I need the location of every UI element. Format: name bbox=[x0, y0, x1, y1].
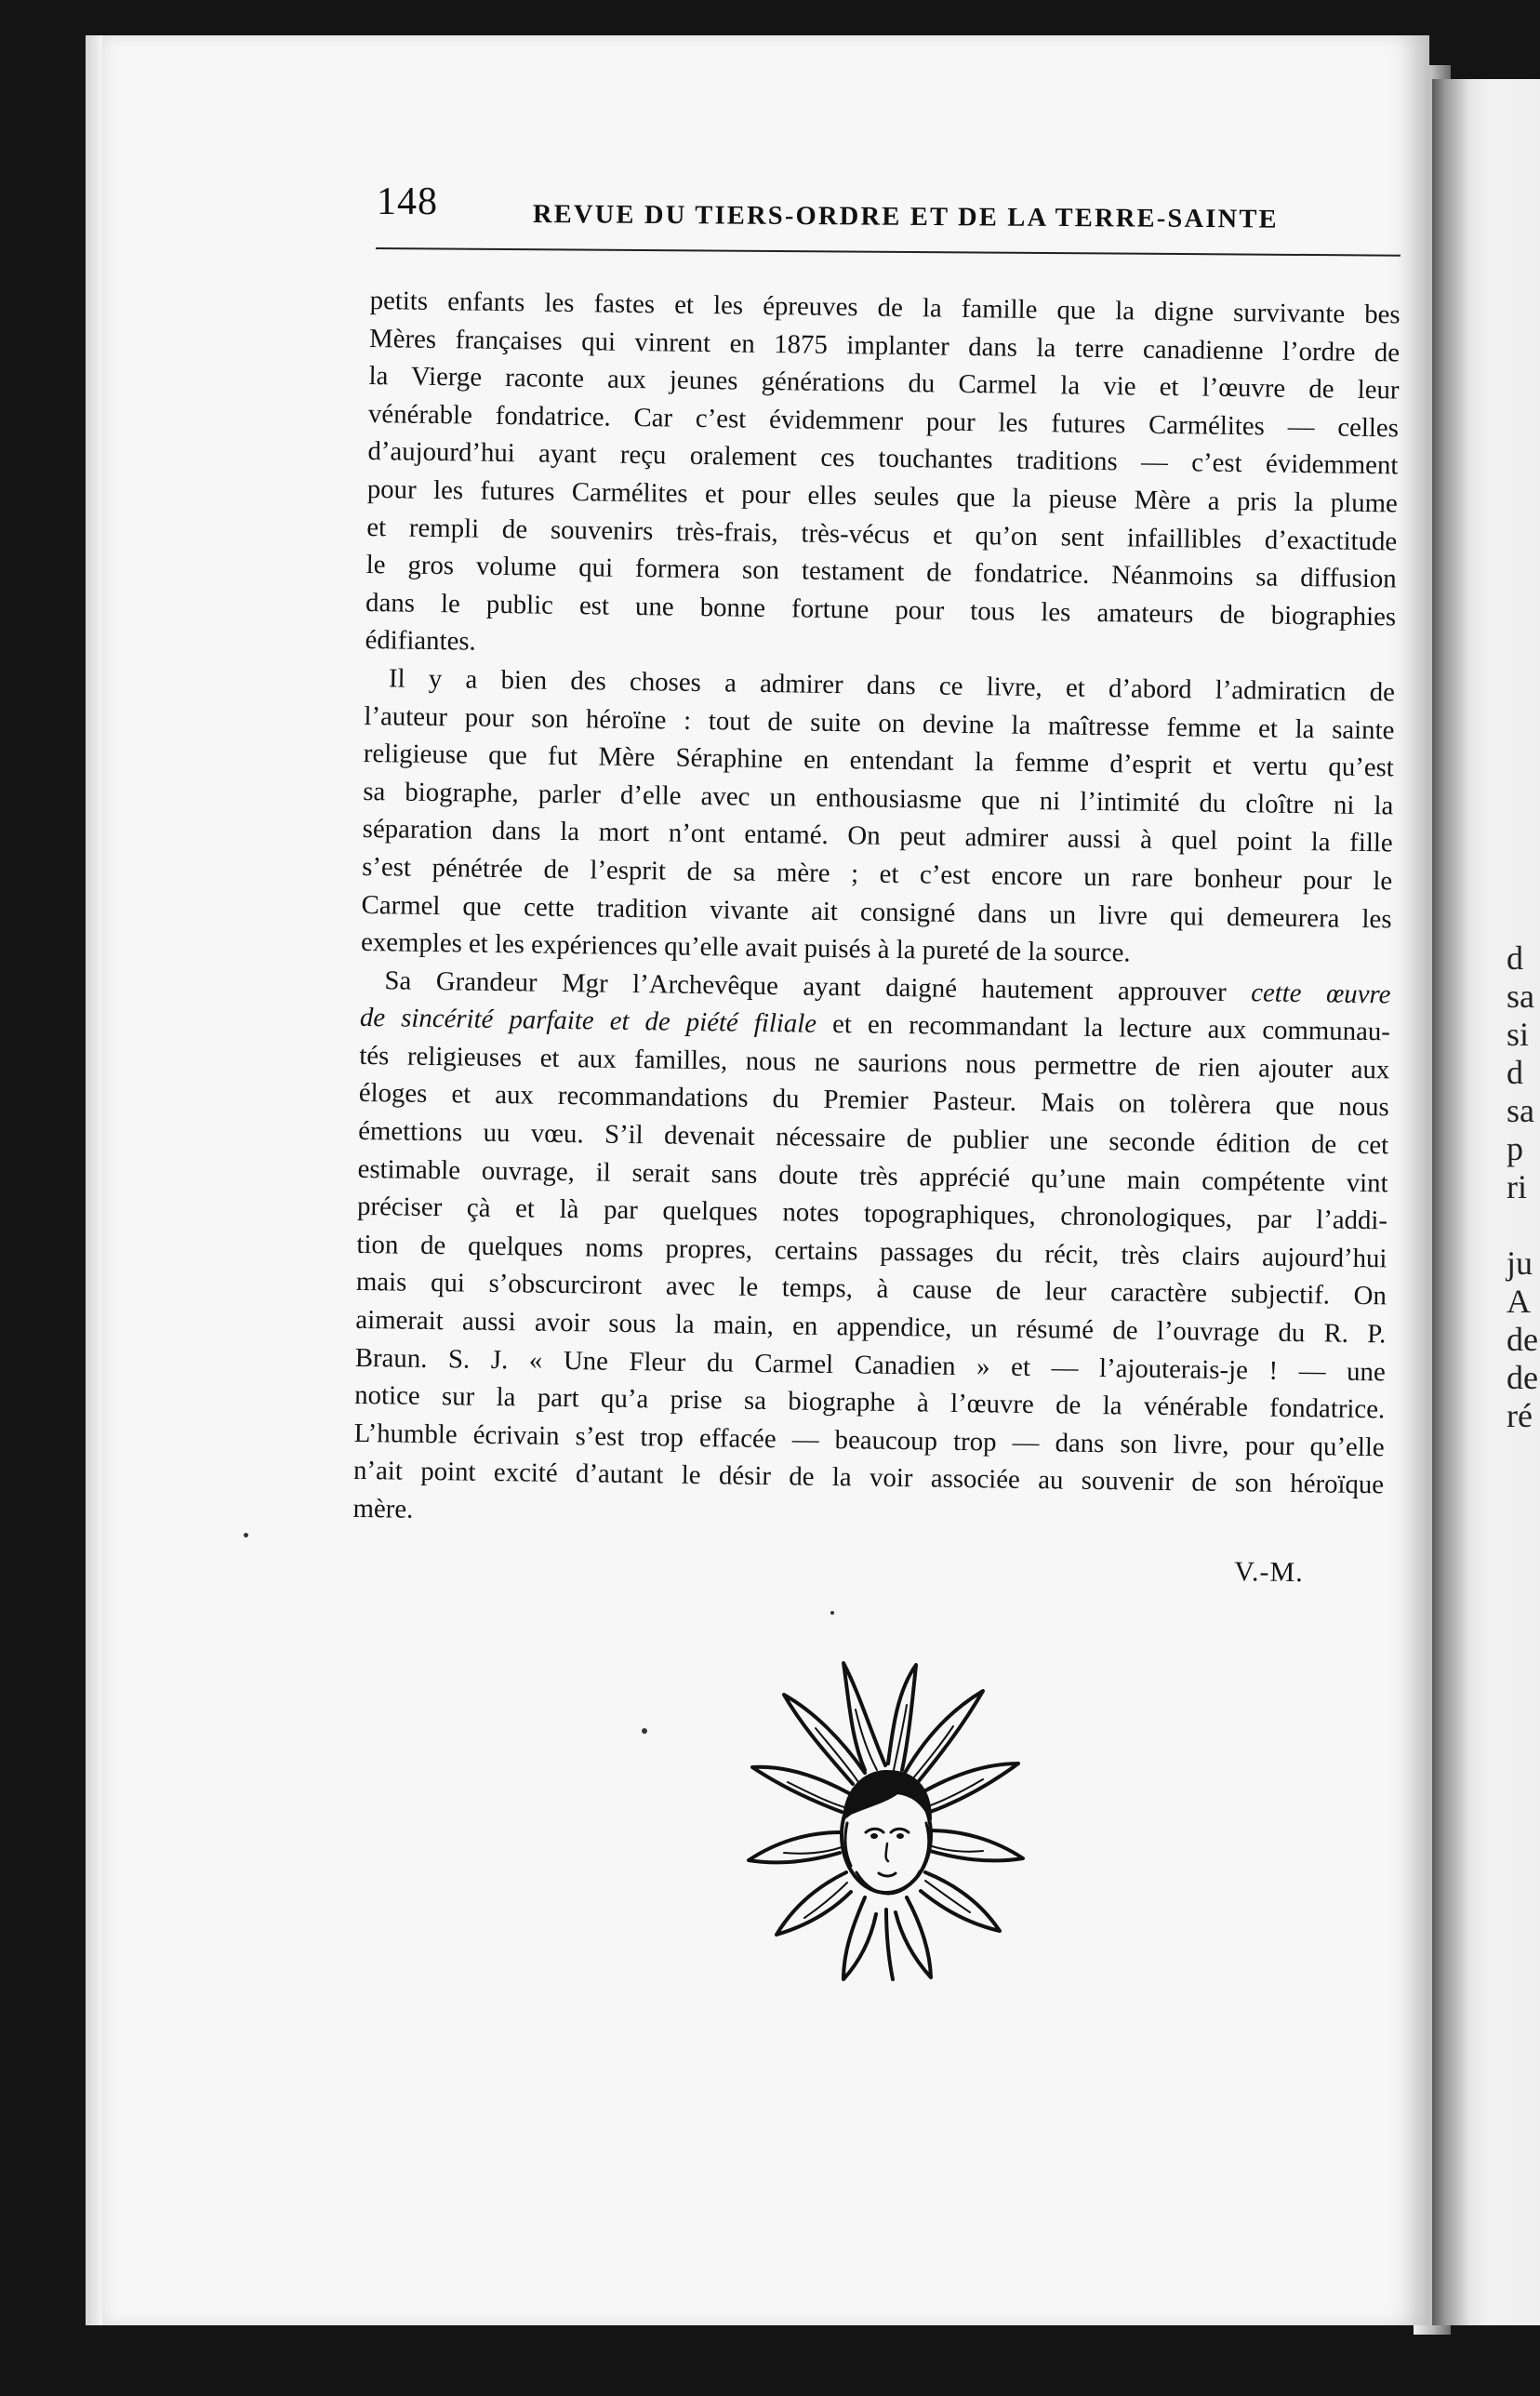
page-edge bbox=[86, 35, 102, 2325]
text-line: s’est pénétrée de l’esprit de sa mère ; et c’est encore un rare bonheur pour le bbox=[361, 851, 1393, 897]
text-line: préciser çà et là par quelques notes topographiques, chronologiques, par l’addi- bbox=[356, 1191, 1388, 1236]
italic-title: de sincérité parfaite et de piété filiale bbox=[359, 1003, 817, 1040]
text-line: tés religieuses et aux familles, nous ne saurions nous permettre de rien ajouter aux bbox=[359, 1040, 1390, 1085]
scan-speck bbox=[830, 1611, 834, 1615]
paragraph-1 bbox=[365, 282, 1401, 673]
page-number: 148 bbox=[377, 180, 438, 223]
text-line: notice sur la part qu’a prise sa biographe à l’œuvre de la vénérable fondatrice. bbox=[354, 1380, 1386, 1425]
text-line: édifiantes. bbox=[365, 625, 476, 657]
italic-title: cette œuvre bbox=[1251, 977, 1391, 1010]
text-span: et en recommandant la lecture aux communau- bbox=[831, 1009, 1391, 1047]
text-line: mère. bbox=[352, 1493, 414, 1524]
text-line: vénérable fondatrice. Car c’est évidemmenr pour les futures Carmélites — celles bbox=[367, 398, 1400, 444]
text-line: Il y a bien des choses a admirer dans ce livre, et d’abord l’admiraticn de bbox=[388, 663, 1396, 708]
author-signature: V.-M. bbox=[1234, 1555, 1304, 1588]
text-line: n’ait point excité d’autant le désir de la voir associée au souvenir de son héroïque bbox=[352, 1456, 1385, 1500]
adjacent-page-text: d sa si d sa p ri ju A de de ré bbox=[1507, 939, 1538, 1434]
text-line: et rempli de souvenirs très-frais, très-vécus et qu’on sent infaillibles d’exactitude bbox=[366, 512, 1398, 557]
text-line: Braun. S. J. « Une Fleur du Carmel Canadien » et — l’ajouterais-je ! — une bbox=[354, 1342, 1386, 1387]
text-line: pour les futures Carmélites et pour elles seules que la pieuse Mère a pris la plume bbox=[366, 473, 1399, 519]
text-line: L’humble écrivain s’est trop effacée — beaucoup trop — dans son livre, pour qu’elle bbox=[353, 1418, 1385, 1463]
text-line: séparation dans la mort n’ont entamé. On peut admirer aussi à quel point la fille bbox=[362, 814, 1393, 859]
text-line: exemples et les expériences qu’elle avait puisés à la pureté de la source. bbox=[360, 927, 1131, 968]
text-line: la Vierge raconte aux jeunes générations du Carmel la vie et l’œuvre de leur bbox=[368, 361, 1400, 406]
text-line: religieuse que fut Mère Séraphine en entendant la femme d’esprit et vertu qu’est bbox=[363, 739, 1395, 783]
text-line: petits enfants les fastes et les épreuves de la famille que la digne survivante bes bbox=[369, 285, 1401, 330]
text-line: estimable ouvrage, il serait sans doute très apprécié qu’une main compétente vint bbox=[357, 1153, 1388, 1199]
text-line: Carmel que cette tradition vivante ait consigné dans un livre qui demeurera les bbox=[361, 889, 1392, 934]
text-line: Mères françaises qui vinrent en 1875 implanter dans la terre canadienne l’ordre de bbox=[368, 323, 1401, 368]
text-line: aimerait aussi avoir sous la main, en appendice, un résumé de l’ouvrage du R. P. bbox=[355, 1304, 1387, 1350]
text-line: éloges et aux recommandations du Premier Pasteur. Mais on tolèrera que nous bbox=[358, 1078, 1389, 1123]
scan-speck bbox=[244, 1533, 248, 1537]
paragraph-3 bbox=[352, 962, 1390, 1542]
text-line: mais qui s’obscurciront avec le temps, à cause de leur caractère subjectif. On bbox=[355, 1267, 1387, 1311]
cherub-ornament-icon bbox=[739, 1654, 1032, 1984]
text-span: Sa Grandeur Mgr l’Archevêque ayant daigné hautement approuver bbox=[384, 965, 1227, 1007]
text-line: l’auteur pour son héroïne : tout de suite on devine la maîtresse femme et la sainte bbox=[364, 700, 1395, 745]
article-body bbox=[352, 282, 1401, 1593]
text-line: émettions uu vœu. S’il devenait nécessaire de publier une seconde édition de cet bbox=[358, 1115, 1389, 1161]
text-line: dans le public est une bonne fortune pour tous les amateurs de biographies bbox=[365, 587, 1397, 632]
text-line: tion de quelques noms propres, certains passages du récit, très clairs aujourd’hui bbox=[356, 1229, 1387, 1274]
text-line: d’aujourd’hui ayant reçu oralement ces touchantes traditions — c’est évidemment bbox=[367, 436, 1399, 481]
running-head: REVUE DU TIERS-ORDRE ET DE LA TERRE-SAINTE bbox=[532, 200, 1279, 234]
scan-speck bbox=[642, 1728, 647, 1734]
text-line: le gros volume qui formera son testament de fondatrice. Néanmoins sa diffusion bbox=[365, 550, 1397, 594]
paragraph-2 bbox=[361, 659, 1395, 976]
text-line: sa biographe, parler d’elle avec un enthousiasme que ni l’intimité du cloître ni la bbox=[363, 776, 1394, 821]
